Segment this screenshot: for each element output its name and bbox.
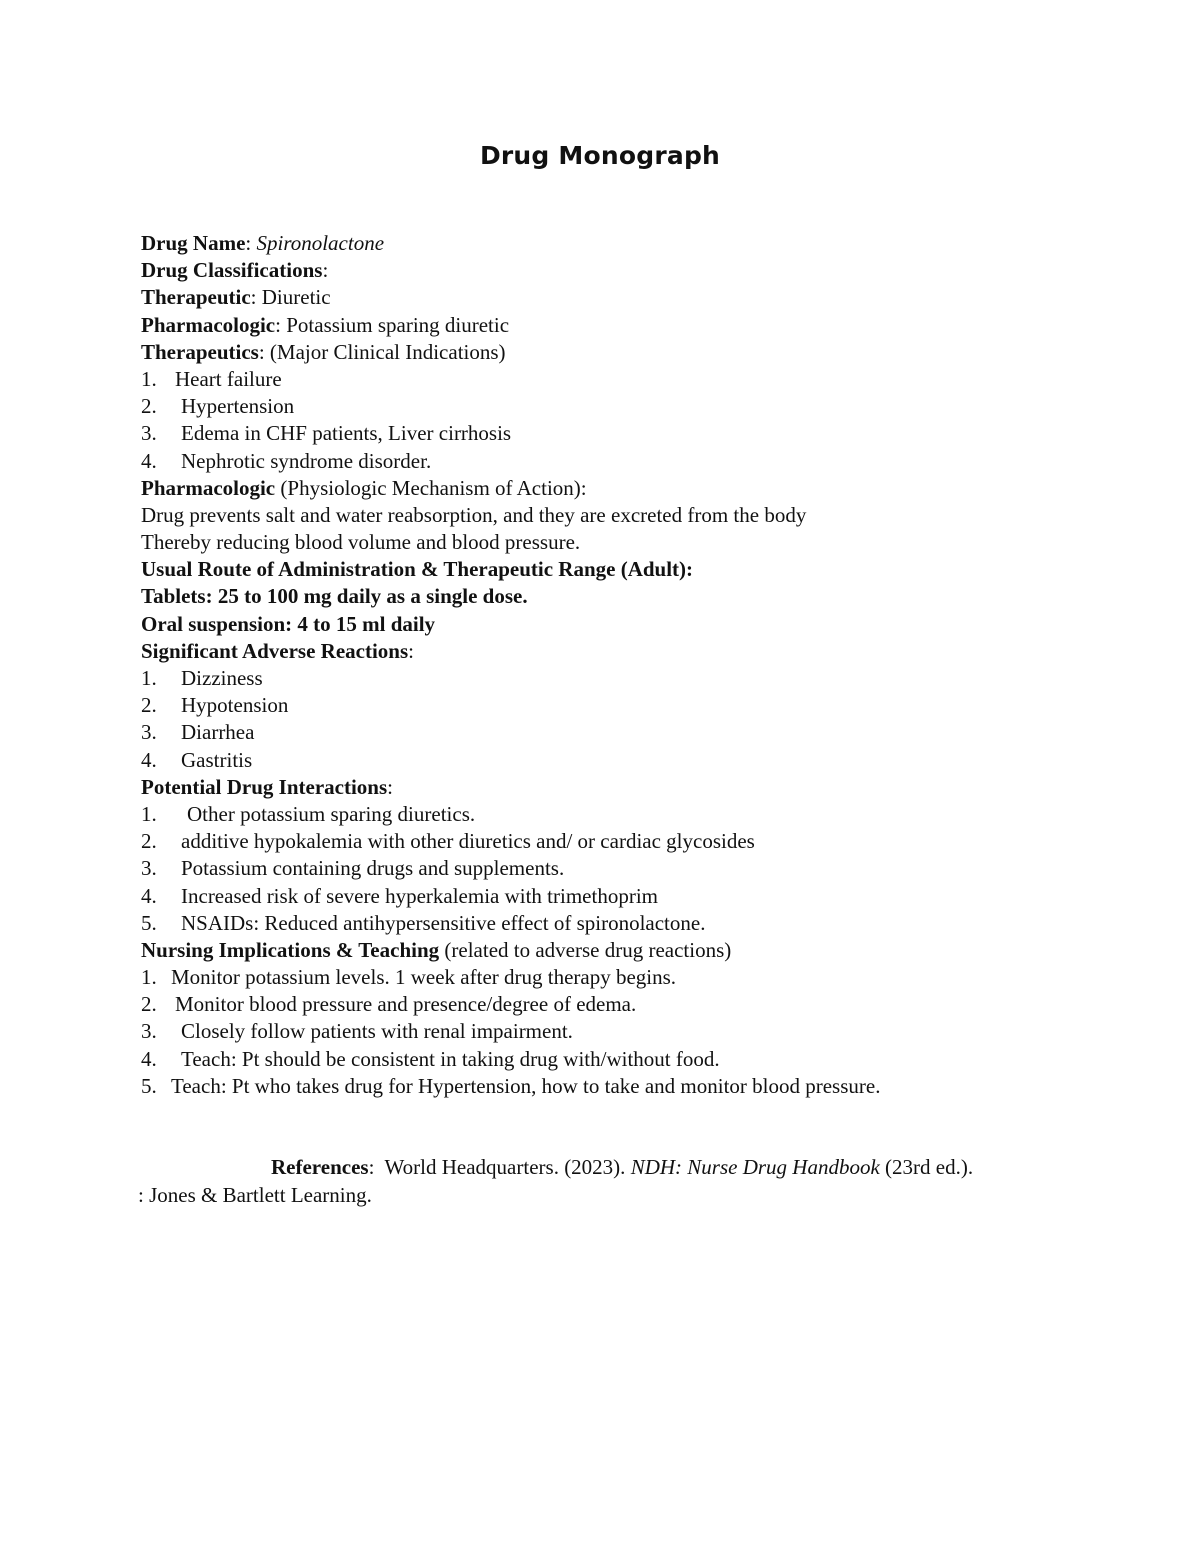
list-item-text: additive hypokalemia with other diuretics and/ or cardiac glycosides [181,829,755,854]
list-item-text: Heart failure [175,366,282,391]
list-item-text: Closely follow patients with renal impairment. [181,1019,573,1044]
list-item [141,448,1101,475]
list-item [141,1018,1101,1045]
list-item [141,420,1101,447]
list-item-number: 4. [141,747,157,772]
list-item [141,393,1101,420]
reference-publisher: : Jones & Bartlett Learning. [138,1182,372,1207]
list-item-text: Nephrotic syndrome disorder. [181,448,432,473]
list-item-number: 4. [141,448,157,473]
list-item-number: 4. [141,883,157,908]
route-heading: Usual Route of Administration & Therapeutic Range (Adult): [141,557,694,582]
reference-book-title: NDH: Nurse Drug Handbook [630,1155,880,1180]
drug-name-label: Drug Name [141,231,246,255]
reference-line: References: World Headquarters. (2023). NDH: Nurse Drug Handbook (23rd ed.). [271,1155,974,1180]
interactions-heading: Potential Drug Interactions: [141,774,393,799]
list-item-number: 3. [141,720,157,745]
list-item-number: 4. [141,1046,157,1071]
list-item [141,801,1101,828]
therapeutics-label: Therapeutics [141,339,259,364]
therapeutics-heading: Therapeutics: (Major Clinical Indications) [141,339,506,364]
mechanism-text: Drug prevents salt and water reabsorption, and they are excreted from the body [141,502,807,527]
nursing-note: (related to adverse drug reactions) [444,937,732,962]
list-item-number: 2. [141,394,157,419]
list-item-text: Other potassium sparing diuretics. [187,801,476,826]
classifications-label: Drug Classifications [141,258,323,283]
list-item [141,964,1101,991]
reference-source: World Headquarters. (2023). [384,1155,626,1180]
pharmacologic-label: Pharmacologic [141,312,276,337]
list-item [141,991,1101,1018]
list-item-text: Teach: Pt should be consistent in taking drug with/without food. [181,1046,720,1071]
page-title: Drug Monograph [479,141,721,170]
list-item-number: 3. [141,856,157,881]
list-item-text: Hypotension [181,693,289,718]
therapeutics-note: (Major Clinical Indications) [269,339,506,364]
list-item-text: Dizziness [181,666,263,690]
mechanism-heading [141,475,1101,502]
list-item [141,1046,1101,1073]
list-item-number: 5. [141,1073,157,1098]
list-item-number: 2. [141,829,157,854]
pharmacologic-value: Potassium sparing diuretic [286,312,510,337]
list-item [141,692,1101,719]
list-item [141,366,1101,393]
adverse-heading: Significant Adverse Reactions: [141,638,414,663]
drug-name-value: Spironolactone [256,231,385,255]
nursing-heading [141,937,1101,964]
mechanism-label: Pharmacologic [141,475,276,500]
monograph-body [138,230,1101,1209]
list-item-number: 3. [141,1019,157,1044]
mechanism-note: (Physiologic Mechanism of Action): [280,475,587,500]
list-item-number: 1. [141,666,157,690]
list-item [141,1073,1101,1100]
references-label: References [271,1155,369,1180]
list-item-number: 5. [141,910,157,935]
list-item-text: Gastritis [181,747,253,772]
list-item-number: 1. [141,366,157,391]
route-tablets: Tablets: 25 to 100 mg daily as a single dose. [141,584,528,609]
drug-name-line: Drug Name: Spironolactone [141,231,385,255]
list-item-number: 1. [141,965,157,990]
list-item-number: 1. [141,801,157,826]
therapeutic-value: Diuretic [261,285,331,310]
list-item-text: Potassium containing drugs and supplements. [181,856,565,881]
list-item-text: NSAIDs: Reduced antihypersensitive effect of spironolactone. [181,910,706,935]
classifications-heading: Drug Classifications: [141,258,329,283]
mechanism-text: Thereby reducing blood volume and blood pressure. [141,530,581,555]
list-item-text: Monitor blood pressure and presence/degree of edema. [175,992,637,1017]
list-item [141,883,1101,910]
list-item-text: Hypertension [181,394,295,419]
list-item-number: 2. [141,693,157,718]
list-item-text: Edema in CHF patients, Liver cirrhosis [181,421,512,446]
therapeutic-line: Therapeutic: Diuretic [141,285,331,310]
interactions-label: Potential Drug Interactions [141,774,388,799]
list-item-number: 2. [141,992,157,1017]
list-item [141,910,1101,937]
nursing-label: Nursing Implications & Teaching [141,937,440,962]
list-item [141,719,1101,746]
adverse-label: Significant Adverse Reactions [141,638,409,663]
list-item-text: Diarrhea [181,720,255,745]
therapeutic-label: Therapeutic [141,285,251,310]
list-item [141,747,1101,774]
pharmacologic-line: Pharmacologic: Potassium sparing diuretic [141,312,510,337]
list-item-text: Teach: Pt who takes drug for Hypertension, how to take and monitor blood pressure. [171,1073,881,1098]
list-item [141,855,1101,882]
reference-edition: (23rd ed.). [885,1155,974,1180]
list-item-text: Monitor potassium levels. 1 week after drug therapy begins. [171,965,677,990]
list-item [141,828,1101,855]
list-item [141,665,1101,692]
route-suspension: Oral suspension: 4 to 15 ml daily [141,611,436,636]
list-item-text: Increased risk of severe hyperkalemia with trimethoprim [181,883,658,908]
list-item-number: 3. [141,421,157,446]
